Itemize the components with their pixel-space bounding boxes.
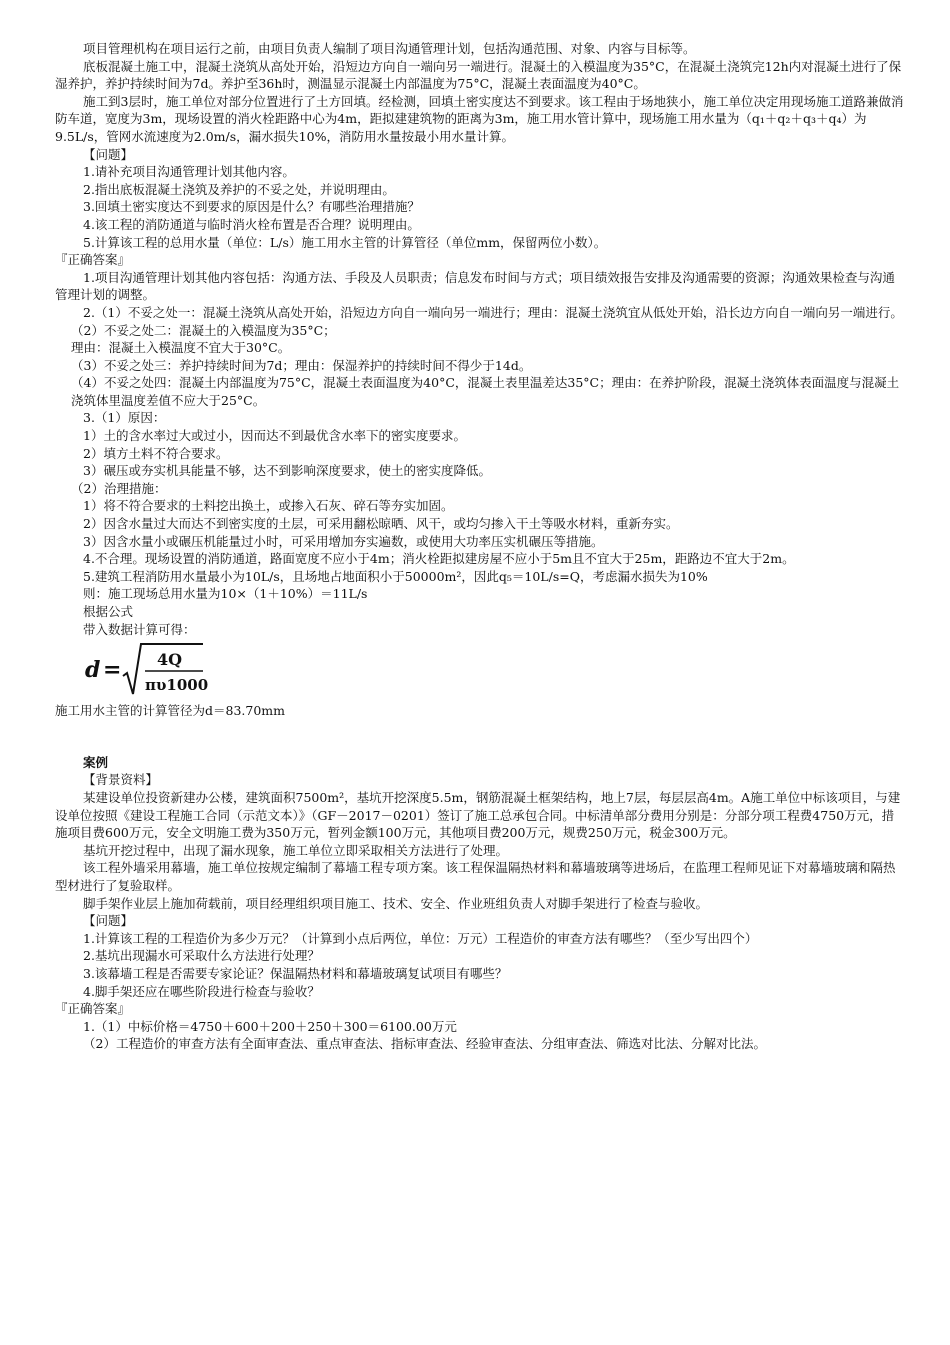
document-page: [55, 40, 905, 1053]
answer-item: 理由：混凝土入模温度不宜大于30°C。: [71, 340, 291, 356]
answer-header: 『正确答案』: [55, 1001, 131, 1017]
answer-item: 2）因含水量过大而达不到密实度的土层，可采用翻松晾晒、风干，或均匀掺入干土等吸水材料，重新夯实。: [83, 516, 679, 532]
result-line: 施工用水主管的计算管径为d＝83.70mm: [55, 703, 285, 719]
answer-header: 『正确答案』: [55, 252, 131, 268]
answer-item: 根据公式: [83, 604, 134, 619]
paragraph-intro-2: 底板混凝土施工中，混凝土浇筑从高处开始，沿短边方向自一端向另一端进行。混凝土的入模温度为35°C，在混凝土浇筑完12h内对混凝土进行了保湿养护，养护持续时间为7d。养护至36h时，测温显示混凝土内部温度为75°C，混凝土表面温度为40°C。: [55, 58, 902, 92]
question-item: 2.基坑出现漏水可采取什么方法进行处理？: [83, 948, 320, 964]
background-header: 【背景资料】: [83, 772, 159, 788]
answer-item: （2）治理措施：: [71, 480, 167, 496]
answer-item: 3）碾压或夯实机具能量不够，达不到影响深度要求，使土的密实度降低。: [83, 463, 491, 479]
answer-item: 2.（1）不妥之处一：混凝土浇筑从高处开始，沿短边方向自一端向另一端进行；理由：混凝土浇筑宜从低处开始，沿长边方向自一端向另一端进行。: [83, 304, 903, 320]
answer-item: 1）将不符合要求的土料挖出换土，或掺入石灰、碎石等夯实加固。: [83, 498, 454, 514]
answer-item: 1.（1）中标价格＝4750＋600＋200＋250＋300＝6100.00万元: [83, 1018, 457, 1034]
answer-item: 2）填方土料不符合要求。: [83, 445, 229, 461]
question-item: 3.该幕墙工程是否需要专家论证？保温隔热材料和幕墙玻璃复试项目有哪些？: [83, 965, 508, 981]
question-item: 4.该工程的消防通道与临时消火栓布置是否合理？说明理由。: [83, 216, 420, 232]
question-item: 1.请补充项目沟通管理计划其他内容。: [83, 164, 295, 180]
pipe-diameter-formula: [83, 640, 905, 698]
question-item: 4.脚手架还应在哪些阶段进行检查与验收？: [83, 983, 320, 999]
case-title: 案例: [83, 754, 109, 770]
question-item: 2.指出底板混凝土浇筑及养护的不妥之处，并说明理由。: [83, 181, 395, 197]
background-paragraph: 某建设单位投资新建办公楼，建筑面积7500m²，基坑开挖深度5.5m，钢筋混凝土框架结构，地上7层，每层层高4m。A施工单位中标该项目，与建设单位按照《建设工程施工合同（示范文本）》（GF－2017－0201）签订了施工总承包合同。中标清单部分费用分别是：分部分项工程费4750万元，措施项目费600万元，安全文明施工费为350万元，暂列金额100万元，其他项目费200万元，规费250万元，税金300万元。: [55, 789, 901, 841]
question-header: 【问题】: [83, 913, 134, 929]
answer-item: （3）不妥之处三：养护持续时间为7d；理由：保湿养护的持续时间不得少于14d。: [71, 357, 532, 373]
question-header: 【问题】: [83, 146, 134, 162]
background-paragraph: 该工程外墙采用幕墙，施工单位按规定编制了幕墙工程专项方案。该工程保温隔热材料和幕墙玻璃等进场后，在监理工程师见证下对幕墙玻璃和隔热型材进行了复验取样。: [55, 860, 896, 893]
paragraph-intro-3: 施工到3层时，施工单位对部分位置进行了土方回填。经检测，回填土密实度达不到要求。该工程由于场地狭小，施工单位决定用现场施工道路兼做消防车道，宽度为3m，现场设置的消火栓距路中心为4m，距拟建建筑物的距离为3m，施工用水管计算中，现场施工用水量为（q₁＋q₂＋q₃＋q₄）为9.5L/s，管网水流速度为2.0m/s，漏水损失10%，消防用水量按最小用水量计算。: [55, 93, 904, 144]
answer-item: 带入数据计算可得：: [83, 621, 196, 637]
answer-item: 1）土的含水率过大或过小，因而达不到最优含水率下的密实度要求。: [83, 428, 466, 444]
background-paragraph: 脚手架作业层上施加荷载前，项目经理组织项目施工、技术、安全、作业班组负责人对脚手架进行了检查与验收。: [83, 895, 709, 911]
formula-equals: =: [103, 657, 122, 684]
answer-item: 则：施工现场总用水量为10×（1＋10%）＝11L/s: [83, 586, 368, 602]
answer-item: （2）不妥之处二：混凝土的入模温度为35°C；: [71, 322, 336, 338]
answer-item: 3.（1）原因：: [83, 410, 166, 426]
answer-item: 4.不合理。现场设置的消防通道，路面宽度不应小于4m；消火栓距拟建房屋不应小于5m且不宜大于25m，距路边不宜大于2m。: [83, 551, 795, 567]
answer-item: （2）工程造价的审查方法有全面审查法、重点审查法、指标审查法、经验审查法、分组审查法、筛选对比法、分解对比法。: [83, 1036, 766, 1052]
question-item: 5.计算该工程的总用水量（单位：L/s）施工用水主管的计算管径（单位mm，保留两位小数）。: [83, 234, 607, 250]
background-paragraph: 基坑开挖过程中，出现了漏水现象，施工单位立即采取相关方法进行了处理。: [83, 842, 509, 858]
answer-item: （4）不妥之处四：混凝土内部温度为75°C，混凝土表面温度为40°C，混凝土表里温差达35°C；理由：在养护阶段，混凝土浇筑体表面温度与混凝土浇筑体里温度差值不应大于25°C。: [71, 375, 900, 408]
question-item: 3.回填土密实度达不到要求的原因是什么？有哪些治理措施？: [83, 199, 420, 215]
formula-lhs: d: [85, 657, 101, 684]
formula-denominator: πυ1000: [145, 676, 209, 695]
answer-item: 1.项目沟通管理计划其他内容包括：沟通方法、手段及人员职责；信息发布时间与方式；项目绩效报告安排及沟通需要的资源；沟通效果检查与沟通管理计划的调整。: [55, 269, 895, 303]
question-item: 1.计算该工程的工程造价为多少万元？（计算到小点后两位，单位：万元）工程造价的审查方法有哪些？（至少写出四个）: [83, 930, 758, 946]
formula-numerator: 4Q: [157, 650, 183, 670]
paragraph-intro-1: 项目管理机构在项目运行之前，由项目负责人编制了项目沟通管理计划，包括沟通范围、对象、内容与目标等。: [83, 41, 696, 56]
answer-item: 5.建筑工程消防用水量最小为10L/s，且场地占地面积小于50000m²，因此q₅＝10L/s=Q，考虑漏水损失为10%: [83, 568, 708, 584]
answer-item: 3）因含水量小或碾压机能量过小时，可采用增加夯实遍数，或使用大功率压实机碾压等措施。: [83, 533, 604, 549]
